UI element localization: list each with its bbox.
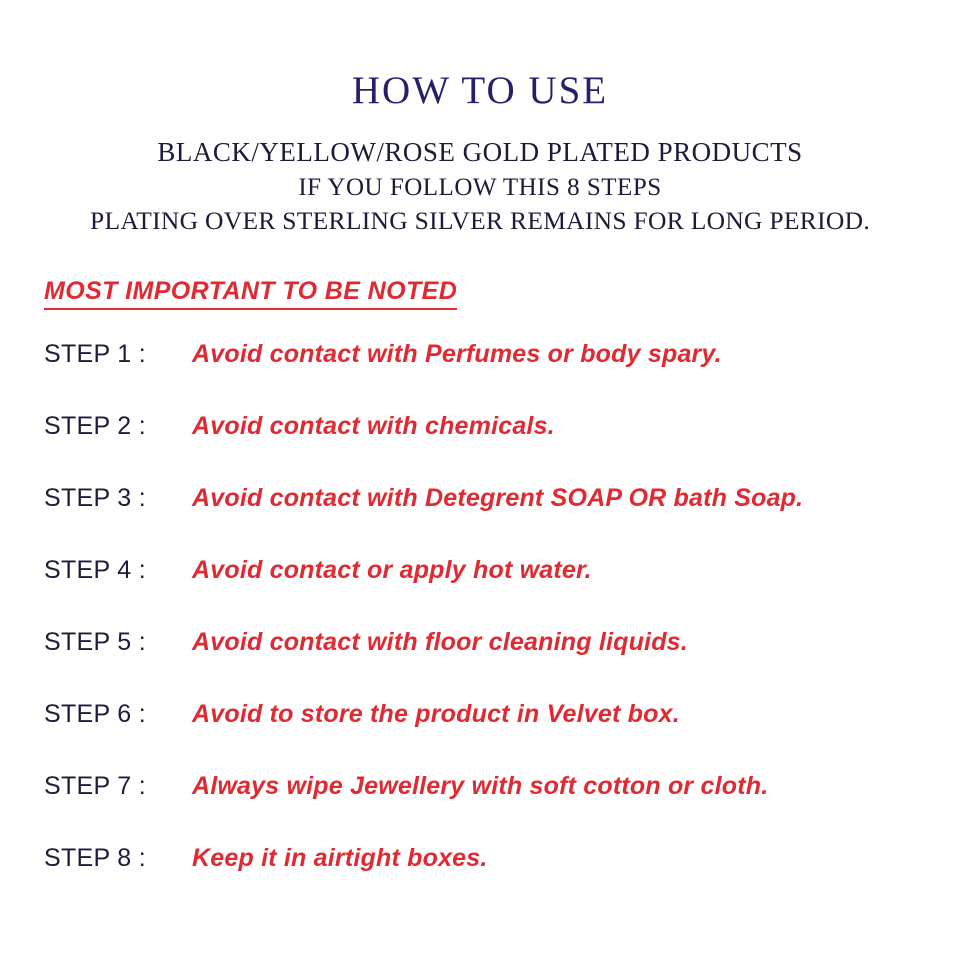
subtitle-line-2: IF YOU FOLLOW THIS 8 STEPS (298, 173, 662, 201)
subtitle-line-1: BLACK/YELLOW/ROSE GOLD PLATED PRODUCTS (157, 137, 803, 167)
step-text: Avoid contact or apply hot water. (192, 556, 592, 585)
note-heading: MOST IMPORTANT TO BE NOTED (44, 277, 457, 310)
step-item (0, 340, 960, 412)
step-text: Avoid to store the product in Velvet box. (192, 700, 680, 729)
step-text: Avoid contact with Detegrent SOAP OR bath Soap. (192, 484, 804, 513)
step-label: STEP 4 : (44, 556, 146, 585)
step-text: Avoid contact with chemicals. (192, 412, 555, 441)
step-text: Avoid contact with Perfumes or body spary. (192, 340, 722, 369)
step-text: Keep it in airtight boxes. (192, 844, 488, 873)
step-text: Avoid contact with floor cleaning liquids. (192, 628, 688, 657)
steps-list (0, 340, 960, 916)
subtitle-line-3: PLATING OVER STERLING SILVER REMAINS FOR LONG PERIOD. (90, 205, 870, 235)
note-heading-wrap (0, 237, 960, 310)
step-item (0, 556, 960, 628)
step-label: STEP 5 : (44, 628, 146, 657)
step-item (0, 628, 960, 700)
step-text: Always wipe Jewellery with soft cotton or cloth. (192, 772, 769, 801)
step-label: STEP 1 : (44, 340, 146, 369)
step-label: STEP 7 : (44, 772, 146, 801)
step-label: STEP 8 : (44, 844, 146, 873)
step-label: STEP 3 : (44, 484, 146, 513)
step-label: STEP 6 : (44, 700, 146, 729)
step-item (0, 412, 960, 484)
step-item (0, 700, 960, 772)
step-item (0, 484, 960, 556)
step-item (0, 772, 960, 844)
page-title: HOW TO USE (351, 69, 609, 112)
step-item (0, 844, 960, 916)
subtitle-block (0, 135, 960, 237)
step-label: STEP 2 : (44, 412, 146, 441)
